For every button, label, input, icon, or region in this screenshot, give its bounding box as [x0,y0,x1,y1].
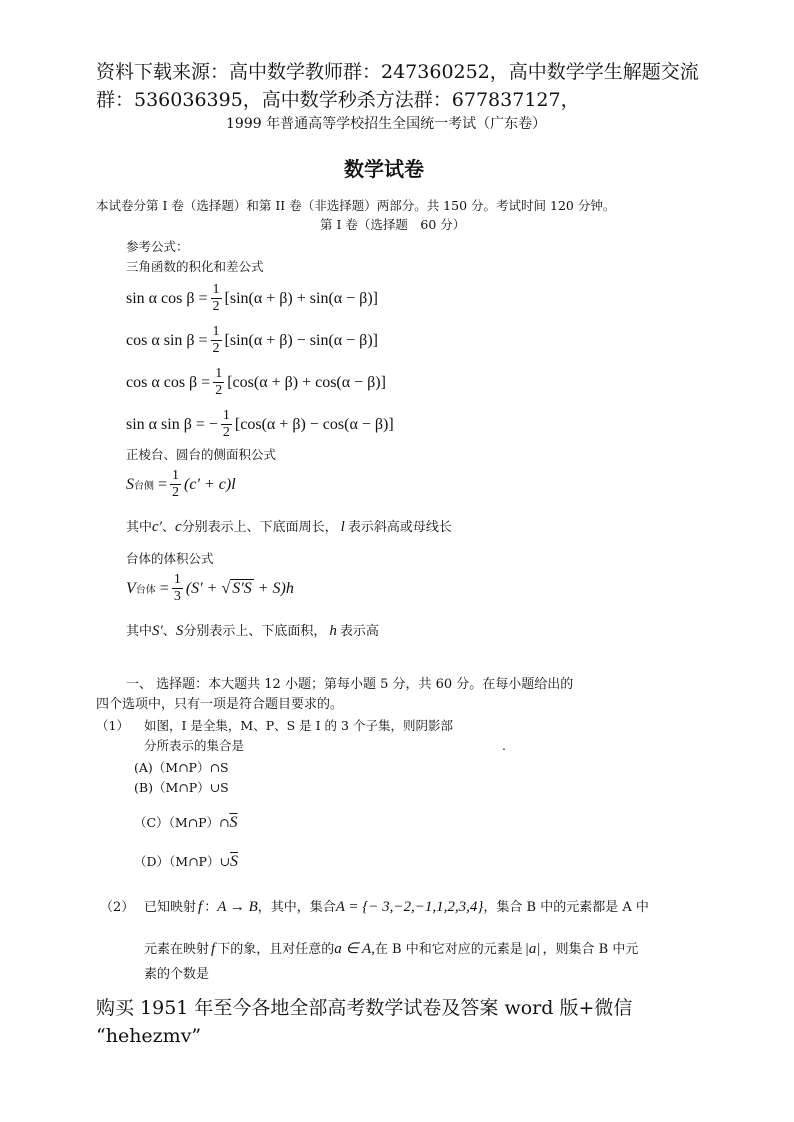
q1-number: （1） [96,718,129,733]
volume-title: 台体的体积公式 [126,551,214,566]
formula-2-lhs: cos α sin β = [126,331,208,349]
q1-stem-1: 如图，I 是全集，M、P、S 是 I 的 3 个子集，则阴影部 [144,718,453,733]
section1-line-2: 四个选项中，只有一项是符合题目要求的。 [96,697,344,712]
q2-line-1: 已知映射 f ：A → B，其中，集合A = {− 3,−2,−1,1,2,3,4}，集合 B 中的元素都是 A 中 [144,899,649,915]
q2-line-2: 元素在映射 f 下的象，且对任意的a ∈ A,在 B 中和它对应的元素是 |a| ，则集合 B 中元 [144,941,639,957]
fraction-half: $\frac{1}{2}$ [212,324,220,356]
part1-title: 第 I 卷（选择题 60 分） [320,217,466,232]
q2-number: （2） [100,900,135,915]
fraction-half: $\frac{1}{2}$ [172,468,180,500]
vol-V: V [126,579,136,597]
formula-4-sign: − [208,415,218,433]
q1-dot: . [502,738,506,753]
q1-stem-2: 分所表示的集合是 [144,738,245,753]
header-line-2: 群：536036395，高中数学秒杀方法群：677837127， [96,89,580,111]
section1-line-1: 一、 选择题：本大题共 12 小题；第每小题 5 分，共 60 分。在每小题给出的 [126,677,574,692]
q1-option-c: $(C)(M\cap P)\cap\overline{S}$ [134,814,238,831]
volume-formula: V 台体 = $\frac{1}{3}$ (S′ + √ S′S + S)h [126,572,294,604]
frustum-area-title: 正棱台、圆台的侧面积公式 [126,447,277,462]
formula-2-rhs: [sin(α + β) − sin(α − β)] [224,331,378,349]
area-note: 其中c′、c分别表示上、下底面周长， l 表示斜高或母线长 [126,519,452,535]
vol-close: + S)h [257,579,294,597]
area-eq: = [158,475,168,493]
exam-title: 数学试卷 [344,157,424,181]
formula-4-lhs: sin α sin β = [126,415,205,433]
footer-line-2: “hehezmv” [96,1025,202,1047]
formula-4 [126,408,394,441]
fraction-half: $\frac{1}{2}$ [215,366,223,398]
formula-1-lhs: sin α cos β = [126,289,208,307]
formula-1-rhs: [sin(α + β) + sin(α − β)] [224,289,378,307]
volume-note: 其中S′、S分别表示上、下底面积， h 表示高 [126,623,379,639]
vol-sqrt: S′S [232,580,252,597]
vol-open: (S′ + [185,579,218,597]
area-S: S [126,475,134,493]
exam-intro: 本试卷分第 I 卷（选择题）和第 II 卷（非选择题）两部分。共 150 分。考试时间 120 分钟。 [96,198,616,213]
area-subscript: 台侧 [134,481,154,492]
q1-option-d: $(D)(M\cap P)\cup\overline{S}$ [134,853,238,870]
q1-option-a: (A)（M∩P）∩S [134,760,229,775]
q1-option-b: (B)（M∩P）∪S [134,780,229,795]
reference-label: 参考公式： [126,239,189,254]
header-line-1: 资料下载来源：高中数学教师群：247360252，高中数学学生解题交流 [96,61,699,83]
fraction-half: $\frac{1}{2}$ [212,282,220,314]
fraction-third: $\frac{1}{3}$ [173,572,181,604]
footer-line-1: 购买 1951 年至今各地全部高考数学试卷及答案 word 版+微信 [96,997,633,1019]
exam-subtitle: 1999 年普通高等学校招生全国统一考试（广东卷） [226,116,547,132]
formula-3-lhs: cos α cos β = [126,373,211,391]
formula-3-rhs: [cos(α + β) + cos(α − β)] [227,373,386,391]
formula-3 [126,366,386,399]
formula-1 [126,282,378,315]
fraction-half: $\frac{1}{2}$ [222,408,230,440]
overline-S: $\overline{S}$ [229,814,238,831]
trig-title: 三角函数的积化和差公式 [126,259,264,274]
vol-subscript: 台体 [135,585,156,596]
overline-S: $\overline{S}$ [229,853,238,870]
vol-eq: = [159,579,169,597]
q2-line-3: 素的个数是 [144,967,210,982]
formula-4-rhs: [cos(α + β) − cos(α − β)] [234,415,394,433]
frustum-area-formula [126,468,236,501]
formula-2 [126,324,378,357]
area-rhs: (c′ + c)l [184,475,236,493]
